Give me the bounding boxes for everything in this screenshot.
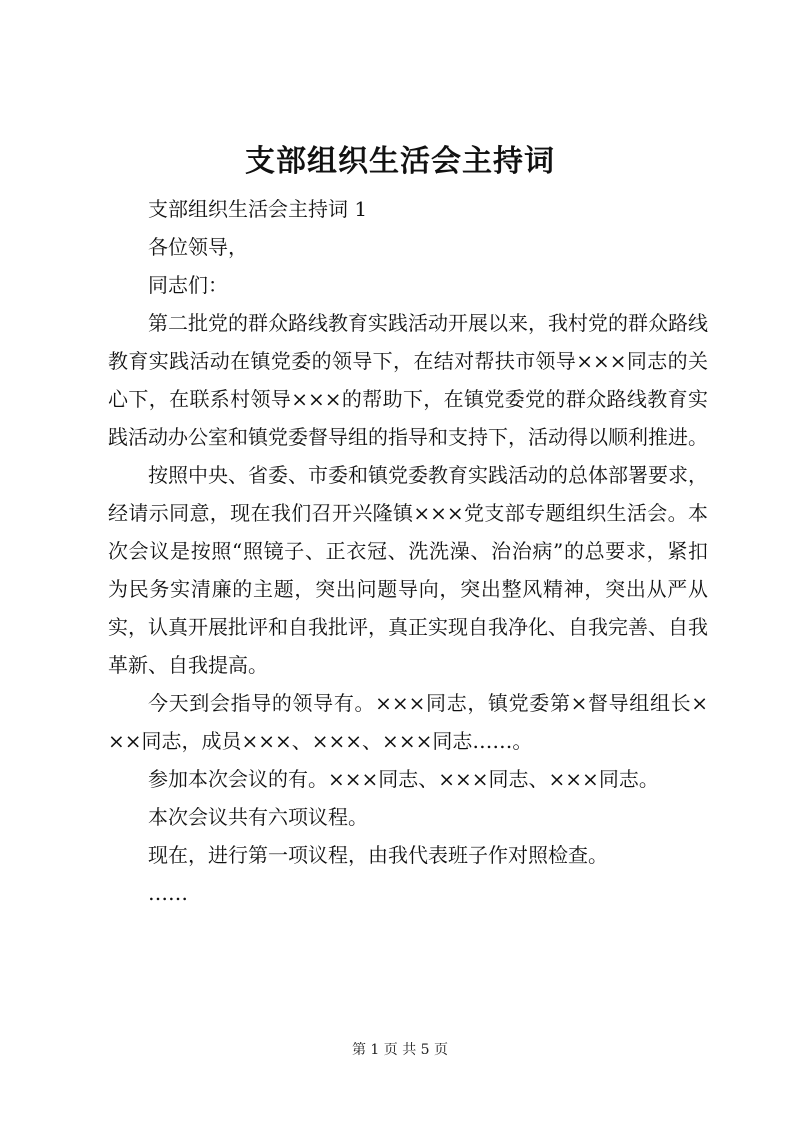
paragraph-attendees: 参加本次会议的有。×××同志、×××同志、×××同志。 — [148, 767, 659, 791]
page-footer: 第 1 页 共 5 页 — [351, 1042, 449, 1058]
paragraph-subtitle: 支部组织生活会主持词 1 — [148, 197, 368, 221]
paragraph-first-agenda: 现在，进行第一项议程，由我代表班子作对照检查。 — [148, 843, 608, 867]
paragraph-background: 第二批党的群众路线教育实践活动开展以来，我村党的群众路线教育实践活动在镇党委的领导下，在结对帮扶市领导×××同志的关心下，在联系村领导×××的帮助下，在镇党委党的群众路线教育实践活动办公室和镇党委督导组的指导和支持下，活动得以顺利推进。 — [108, 311, 708, 449]
paragraph-agenda-count: 本次会议共有六项议程。 — [148, 805, 368, 829]
paragraph-greeting-comrades: 同志们： — [148, 273, 228, 297]
paragraph-greeting: 各位领导， — [148, 235, 248, 259]
document-title: 支部组织生活会主持词 — [245, 144, 555, 179]
paragraph-purpose: 按照中央、省委、市委和镇党委教育实践活动的总体部署要求，经请示同意，现在我们召开兴隆镇×××党支部专题组织生活会。本次会议是按照“照镜子、正衣冠、洗洗澡、治治病”的总要求，紧扣为民务实清廉的主题，突出问题导向，突出整风精神，突出从严从实，认真开展批评和自我批评，真正实现自我净化、自我完善、自我革新、自我提高。 — [108, 463, 708, 677]
document-body — [108, 190, 708, 912]
paragraph-ellipsis: …… — [148, 881, 188, 905]
paragraph-leaders-present: 今天到会指导的领导有。×××同志，镇党委第×督导组组长×××同志，成员×××、×××、×××同志……。 — [108, 691, 708, 753]
